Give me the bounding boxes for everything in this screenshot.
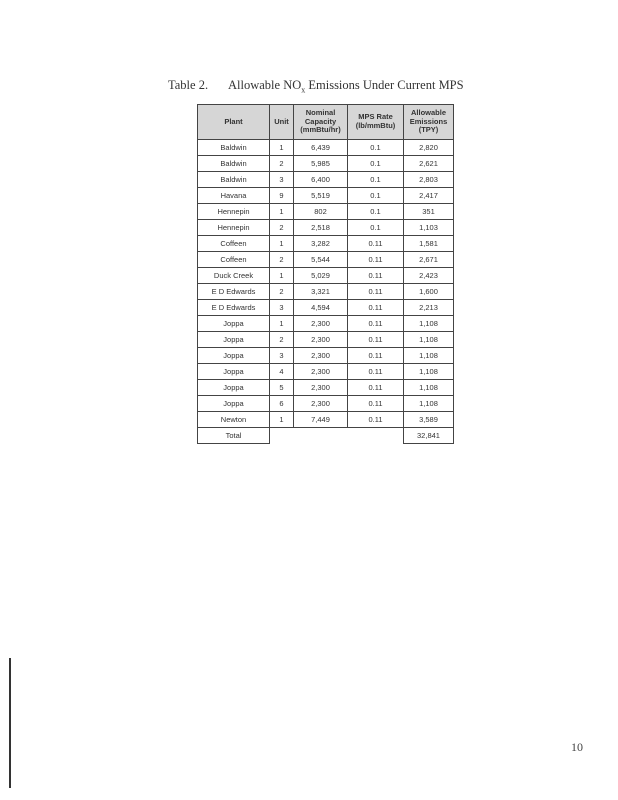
cell-plant: E D Edwards <box>198 300 270 316</box>
cell-capacity: 2,300 <box>294 396 348 412</box>
cell-capacity: 5,985 <box>294 156 348 172</box>
cell-capacity: 2,300 <box>294 316 348 332</box>
cell-unit: 3 <box>270 348 294 364</box>
table-row <box>198 140 454 156</box>
table-row <box>198 348 454 364</box>
cell-rate: 0.1 <box>348 140 404 156</box>
cell-emissions: 1,103 <box>404 220 454 236</box>
table-caption <box>168 78 498 95</box>
cell-plant: Baldwin <box>198 140 270 156</box>
table-row <box>198 268 454 284</box>
cell-plant: Joppa <box>198 332 270 348</box>
cell-unit: 5 <box>270 380 294 396</box>
cell-rate: 0.11 <box>348 364 404 380</box>
cell-plant: Coffeen <box>198 252 270 268</box>
cell-unit: 4 <box>270 364 294 380</box>
cell-plant: Joppa <box>198 396 270 412</box>
cell-plant: Hennepin <box>198 220 270 236</box>
cell-emissions: 1,581 <box>404 236 454 252</box>
cell-emissions: 2,417 <box>404 188 454 204</box>
header-allowable-emissions: Allowable Emissions (TPY) <box>404 105 454 140</box>
table-number: Table 2. <box>168 78 209 92</box>
table-row <box>198 236 454 252</box>
cell-rate: 0.1 <box>348 204 404 220</box>
cell-capacity: 7,449 <box>294 412 348 428</box>
cell-rate: 0.11 <box>348 236 404 252</box>
cell-unit: 6 <box>270 396 294 412</box>
cell-unit: 1 <box>270 268 294 284</box>
cell-rate: 0.11 <box>348 412 404 428</box>
table-row <box>198 364 454 380</box>
cell-rate: 0.1 <box>348 220 404 236</box>
total-spacer <box>270 428 404 444</box>
table-row <box>198 332 454 348</box>
cell-unit: 3 <box>270 172 294 188</box>
cell-unit: 9 <box>270 188 294 204</box>
cell-emissions: 2,213 <box>404 300 454 316</box>
cell-unit: 2 <box>270 220 294 236</box>
cell-capacity: 2,300 <box>294 332 348 348</box>
cell-emissions: 2,423 <box>404 268 454 284</box>
header-mps-rate: MPS Rate (lb/mmBtu) <box>348 105 404 140</box>
header-nominal-capacity: Nominal Capacity (mmBtu/hr) <box>294 105 348 140</box>
cell-unit: 2 <box>270 284 294 300</box>
cell-emissions: 1,108 <box>404 316 454 332</box>
table-header-row <box>198 105 454 140</box>
cell-plant: Havana <box>198 188 270 204</box>
table-row <box>198 412 454 428</box>
total-value: 32,841 <box>404 428 454 444</box>
cell-emissions: 1,108 <box>404 396 454 412</box>
table-row <box>198 204 454 220</box>
cell-emissions: 1,108 <box>404 348 454 364</box>
cell-capacity: 802 <box>294 204 348 220</box>
cell-capacity: 5,029 <box>294 268 348 284</box>
cell-plant: Joppa <box>198 364 270 380</box>
cell-unit: 1 <box>270 204 294 220</box>
cell-capacity: 6,439 <box>294 140 348 156</box>
cell-plant: Coffeen <box>198 236 270 252</box>
cell-capacity: 3,282 <box>294 236 348 252</box>
table-row <box>198 188 454 204</box>
cell-capacity: 3,321 <box>294 284 348 300</box>
cell-rate: 0.11 <box>348 316 404 332</box>
cell-unit: 1 <box>270 412 294 428</box>
table-row <box>198 316 454 332</box>
cell-emissions: 351 <box>404 204 454 220</box>
table-row <box>198 300 454 316</box>
cell-capacity: 5,519 <box>294 188 348 204</box>
cell-plant: Joppa <box>198 316 270 332</box>
cell-rate: 0.1 <box>348 188 404 204</box>
cell-unit: 2 <box>270 252 294 268</box>
cell-plant: Duck Creek <box>198 268 270 284</box>
table-row <box>198 156 454 172</box>
cell-capacity: 2,300 <box>294 348 348 364</box>
header-plant: Plant <box>198 105 270 140</box>
cell-capacity: 6,400 <box>294 172 348 188</box>
cell-rate: 0.11 <box>348 284 404 300</box>
cell-emissions: 2,671 <box>404 252 454 268</box>
cell-plant: Baldwin <box>198 172 270 188</box>
cell-unit: 2 <box>270 156 294 172</box>
cell-unit: 1 <box>270 140 294 156</box>
cell-unit: 2 <box>270 332 294 348</box>
table-row <box>198 380 454 396</box>
table-row <box>198 172 454 188</box>
cell-plant: Joppa <box>198 380 270 396</box>
total-label: Total <box>198 428 270 444</box>
cell-rate: 0.11 <box>348 396 404 412</box>
table-row <box>198 252 454 268</box>
cell-capacity: 2,300 <box>294 364 348 380</box>
cell-plant: Hennepin <box>198 204 270 220</box>
table-row <box>198 396 454 412</box>
cell-rate: 0.1 <box>348 172 404 188</box>
cell-plant: Newton <box>198 412 270 428</box>
cell-rate: 0.11 <box>348 252 404 268</box>
cell-capacity: 2,300 <box>294 380 348 396</box>
cell-emissions: 3,589 <box>404 412 454 428</box>
cell-rate: 0.11 <box>348 300 404 316</box>
cell-rate: 0.11 <box>348 332 404 348</box>
cell-rate: 0.11 <box>348 268 404 284</box>
cell-capacity: 5,544 <box>294 252 348 268</box>
cell-rate: 0.11 <box>348 348 404 364</box>
header-unit: Unit <box>270 105 294 140</box>
table-total-row <box>198 428 454 444</box>
cell-emissions: 1,600 <box>404 284 454 300</box>
table-body <box>198 140 454 444</box>
cell-emissions: 1,108 <box>404 364 454 380</box>
table-title: Allowable $NO_x$ Emissions Under Current MPS <box>228 78 464 95</box>
cell-plant: Joppa <box>198 348 270 364</box>
cell-unit: 3 <box>270 300 294 316</box>
table-row <box>198 220 454 236</box>
cell-capacity: 2,518 <box>294 220 348 236</box>
cell-rate: 0.11 <box>348 380 404 396</box>
cell-emissions: 1,108 <box>404 380 454 396</box>
cell-unit: 1 <box>270 316 294 332</box>
cell-emissions: 2,820 <box>404 140 454 156</box>
cell-unit: 1 <box>270 236 294 252</box>
cell-rate: 0.1 <box>348 156 404 172</box>
cell-plant: Baldwin <box>198 156 270 172</box>
cell-capacity: 4,594 <box>294 300 348 316</box>
table-row <box>198 284 454 300</box>
emissions-table <box>197 104 454 444</box>
cell-emissions: 1,108 <box>404 332 454 348</box>
cell-emissions: 2,803 <box>404 172 454 188</box>
scan-margin-line <box>9 658 11 788</box>
cell-emissions: 2,621 <box>404 156 454 172</box>
page-number: 10 <box>571 740 583 754</box>
cell-plant: E D Edwards <box>198 284 270 300</box>
